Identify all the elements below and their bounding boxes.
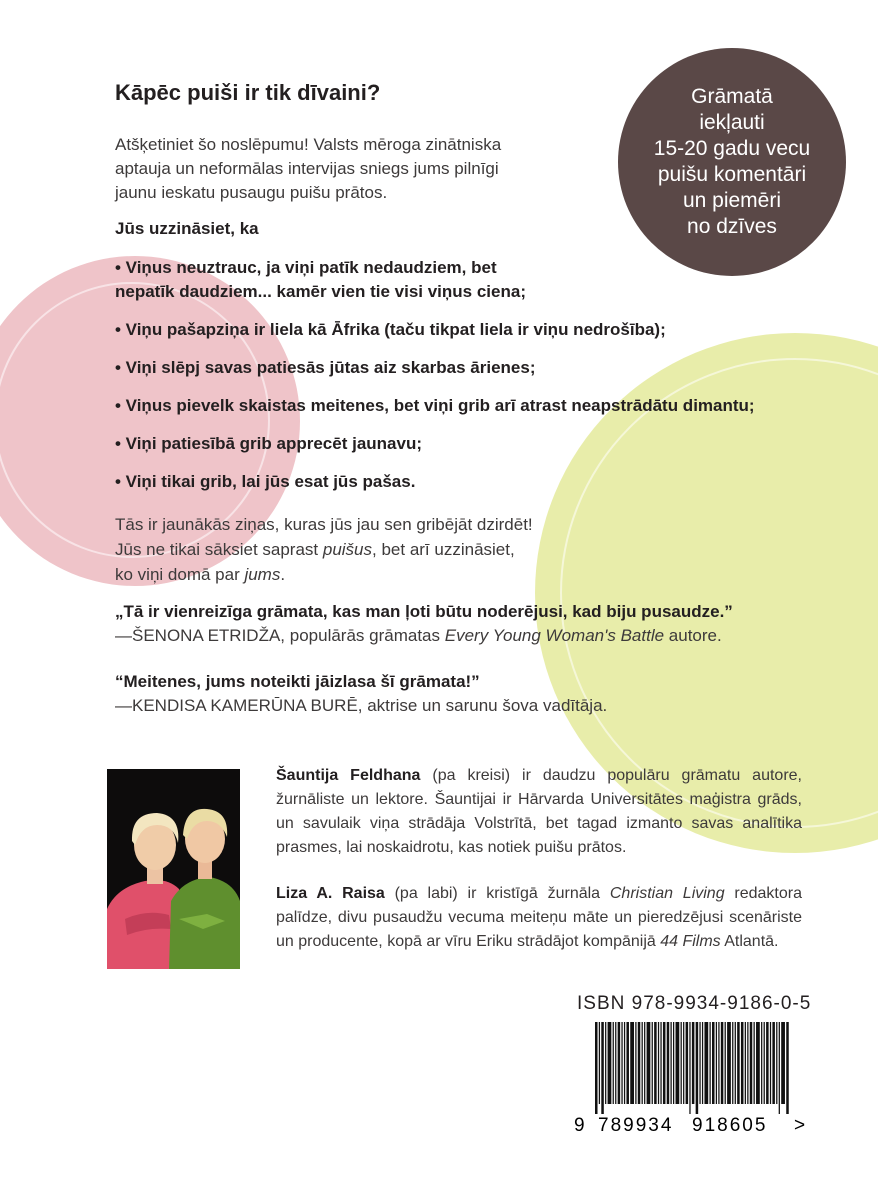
news-text: ko viņi domā par xyxy=(115,565,245,584)
barcode-bar xyxy=(663,1022,666,1104)
badge-line: puišu komentāri xyxy=(657,163,807,186)
barcode-bar xyxy=(692,1022,695,1104)
author-bio xyxy=(276,882,802,954)
barcode-bar xyxy=(676,1022,680,1104)
barcode-prefix-digit: 9 xyxy=(574,1115,585,1136)
magazine-title: Christian Living xyxy=(609,885,725,902)
barcode-bar xyxy=(654,1022,657,1104)
badge-line: Grāmatā xyxy=(691,85,773,108)
badge-text xyxy=(637,84,827,240)
news-text: . xyxy=(280,565,286,584)
barcode-bar xyxy=(605,1022,606,1104)
barcode-bar xyxy=(712,1022,715,1104)
barcode-bar xyxy=(608,1022,612,1104)
quote-text: “Meitenes, jums noteikti jāizlasa šī grāmata!” xyxy=(115,672,480,691)
author-name: Liza A. Raisa xyxy=(276,885,385,902)
authors-photo-illustration xyxy=(107,769,240,969)
quote-attribution: —KENDISA KAMERŪNA BURĒ, aktrise un sarunu šova vadītāja. xyxy=(115,696,608,715)
news-paragraph xyxy=(115,512,595,587)
barcode-bar xyxy=(615,1022,616,1104)
barcode-bar xyxy=(630,1022,634,1104)
bio-text: redaktora palīdze, divu pusaudžu vecuma meiteņu māte un pieredzējusi scenāriste un producente, kopā ar vīru Eriku strādājot kompānijā xyxy=(276,885,802,950)
author-bio xyxy=(276,764,802,860)
barcode-bar xyxy=(727,1022,731,1104)
intro-paragraph: Atšķetiniet šo noslēpumu! Valsts mēroga zinātniska aptauja un neformālas intervijas sniegs jums pilnīgi jaunu ieskatu pusaugu puišu prātos. xyxy=(115,135,502,202)
news-line xyxy=(115,537,595,562)
barcode-digit-group: 789934 xyxy=(598,1115,674,1136)
barcode-bar xyxy=(601,1022,604,1114)
barcode-bar xyxy=(754,1022,755,1104)
list-item: • Viņi tikai grib, lai jūs esat jūs pašas. xyxy=(115,472,416,491)
book-title: Every Young Woman's Battle xyxy=(444,626,665,645)
barcode-bar xyxy=(670,1022,671,1104)
barcode xyxy=(595,1022,790,1114)
barcode-bar xyxy=(766,1022,769,1104)
barcode-end-marker: > xyxy=(794,1115,806,1136)
news-line: Tās ir jaunākās ziņas, kuras jūs jau sen gribējāt dzirdēt! xyxy=(115,515,533,534)
barcode-bar xyxy=(699,1022,700,1104)
barcode-bar xyxy=(704,1022,708,1104)
barcode-bar xyxy=(660,1022,661,1104)
barcode-bar xyxy=(638,1022,641,1104)
barcode-bar xyxy=(756,1022,760,1104)
barcode-bar xyxy=(624,1022,625,1104)
barcode-bar xyxy=(721,1022,724,1104)
news-emphasis: jums xyxy=(244,565,281,584)
attribution-text: autore. xyxy=(664,626,722,645)
barcode-bar xyxy=(647,1022,651,1104)
list-item: • Viņus neuztrauc, ja viņi patīk nedaudziem, bet nepatīk daudziem... kamēr vien tie visi viņus ciena; xyxy=(115,258,526,301)
barcode-bar xyxy=(772,1022,775,1104)
attribution-text: —ŠENONA ETRIDŽA, populārās grāmatas xyxy=(115,626,445,645)
barcode-bar xyxy=(702,1022,703,1104)
barcode-bar xyxy=(747,1022,748,1104)
bio-text: (pa labi) ir kristīgā žurnāla xyxy=(384,885,610,902)
badge-line: 15-20 gadu vecu xyxy=(653,137,811,160)
barcode-bar xyxy=(764,1022,765,1104)
page-title: Kāpēc puiši ir tik dīvaini? xyxy=(115,80,381,105)
news-emphasis: puišus xyxy=(322,540,373,559)
bio-text: Atlantā. xyxy=(720,933,779,950)
barcode-bar xyxy=(786,1022,789,1114)
barcode-bar xyxy=(683,1022,684,1104)
barcode-bar xyxy=(621,1022,622,1104)
barcode-bar xyxy=(599,1022,600,1104)
bio-text: (pa kreisi) ir daudzu populāru grāmatu autore, žurnāliste un lektore. Šauntijai ir Hārvarda Universitātes maģistra grāds, un savulaik viņa strādāja Volstrītā, bet tagad izmanto savas analītika prasmes, lai noskaidrotu, kas notiek puišu prātos. xyxy=(276,767,802,856)
barcode-bar xyxy=(681,1022,682,1104)
barcode-bar xyxy=(595,1022,598,1114)
barcode-bar xyxy=(770,1022,771,1104)
endorsement-quote xyxy=(115,670,835,718)
barcode-bar xyxy=(735,1022,736,1104)
authors-photo xyxy=(107,769,240,969)
barcode-bar xyxy=(779,1022,780,1114)
barcode-bar xyxy=(613,1022,614,1104)
list-item: • Viņus pievelk skaistas meitenes, bet viņi grib arī atrast neapstrādātu dimantu; xyxy=(115,396,755,415)
news-line xyxy=(115,562,595,587)
barcode-bar xyxy=(741,1022,744,1104)
barcode-bar xyxy=(761,1022,762,1104)
endorsement-quote xyxy=(115,600,835,648)
barcode-bar xyxy=(689,1022,690,1114)
barcode-bar xyxy=(667,1022,670,1104)
news-text: Jūs ne tikai sāksiet saprast xyxy=(115,540,323,559)
barcode-bar xyxy=(750,1022,753,1104)
barcode-bar xyxy=(709,1022,710,1104)
barcode-bar xyxy=(626,1022,629,1104)
list-item: • Viņu pašapziņa ir liela kā Āfrika (taču tikpat liela ir viņu nedrošība); xyxy=(115,320,666,339)
list-item: • Viņi slēpj savas patiesās jūtas aiz skarbas ārienes; xyxy=(115,358,536,377)
barcode-bar xyxy=(644,1022,645,1104)
badge-line: no dzīves xyxy=(687,215,777,238)
barcode-bar xyxy=(642,1022,643,1104)
barcode-digit-group: 918605 xyxy=(692,1115,768,1136)
badge-line: un piemēri xyxy=(682,189,782,212)
barcode-bar xyxy=(718,1022,719,1104)
barcode-bar xyxy=(745,1022,746,1104)
badge-line: iekļauti xyxy=(699,111,765,134)
barcode-bar xyxy=(725,1022,726,1104)
company-name: 44 Films xyxy=(660,933,721,950)
barcode-bar xyxy=(652,1022,653,1104)
quote-attribution xyxy=(115,624,835,648)
author-name: Šauntija Feldhana xyxy=(276,767,421,784)
barcode-bar xyxy=(737,1022,740,1104)
isbn-label: ISBN 978-9934-9186-0-5 xyxy=(577,993,812,1014)
barcode-bar xyxy=(635,1022,636,1104)
barcode-bar xyxy=(618,1022,621,1104)
barcode-bar xyxy=(716,1022,717,1104)
barcode-bar xyxy=(781,1022,785,1104)
barcode-bar xyxy=(673,1022,674,1104)
list-item: • Viņi patiesībā grib apprecēt jaunavu; xyxy=(115,434,422,453)
quote-text: „Tā ir vienreizīga grāmata, kas man ļoti būtu noderējusi, kad biju pusaudze.” xyxy=(115,602,733,621)
news-text: , bet arī uzzināsiet, xyxy=(372,540,515,559)
learn-heading: Jūs uzzināsiet, ka xyxy=(115,219,259,238)
barcode-bar xyxy=(776,1022,777,1104)
barcode-bar xyxy=(732,1022,733,1104)
barcode-bar xyxy=(686,1022,689,1104)
barcode-digits xyxy=(570,1111,810,1137)
bullet-list xyxy=(115,256,815,508)
barcode-bar xyxy=(696,1022,699,1114)
comments-badge xyxy=(618,48,846,276)
barcode-bar xyxy=(658,1022,659,1104)
